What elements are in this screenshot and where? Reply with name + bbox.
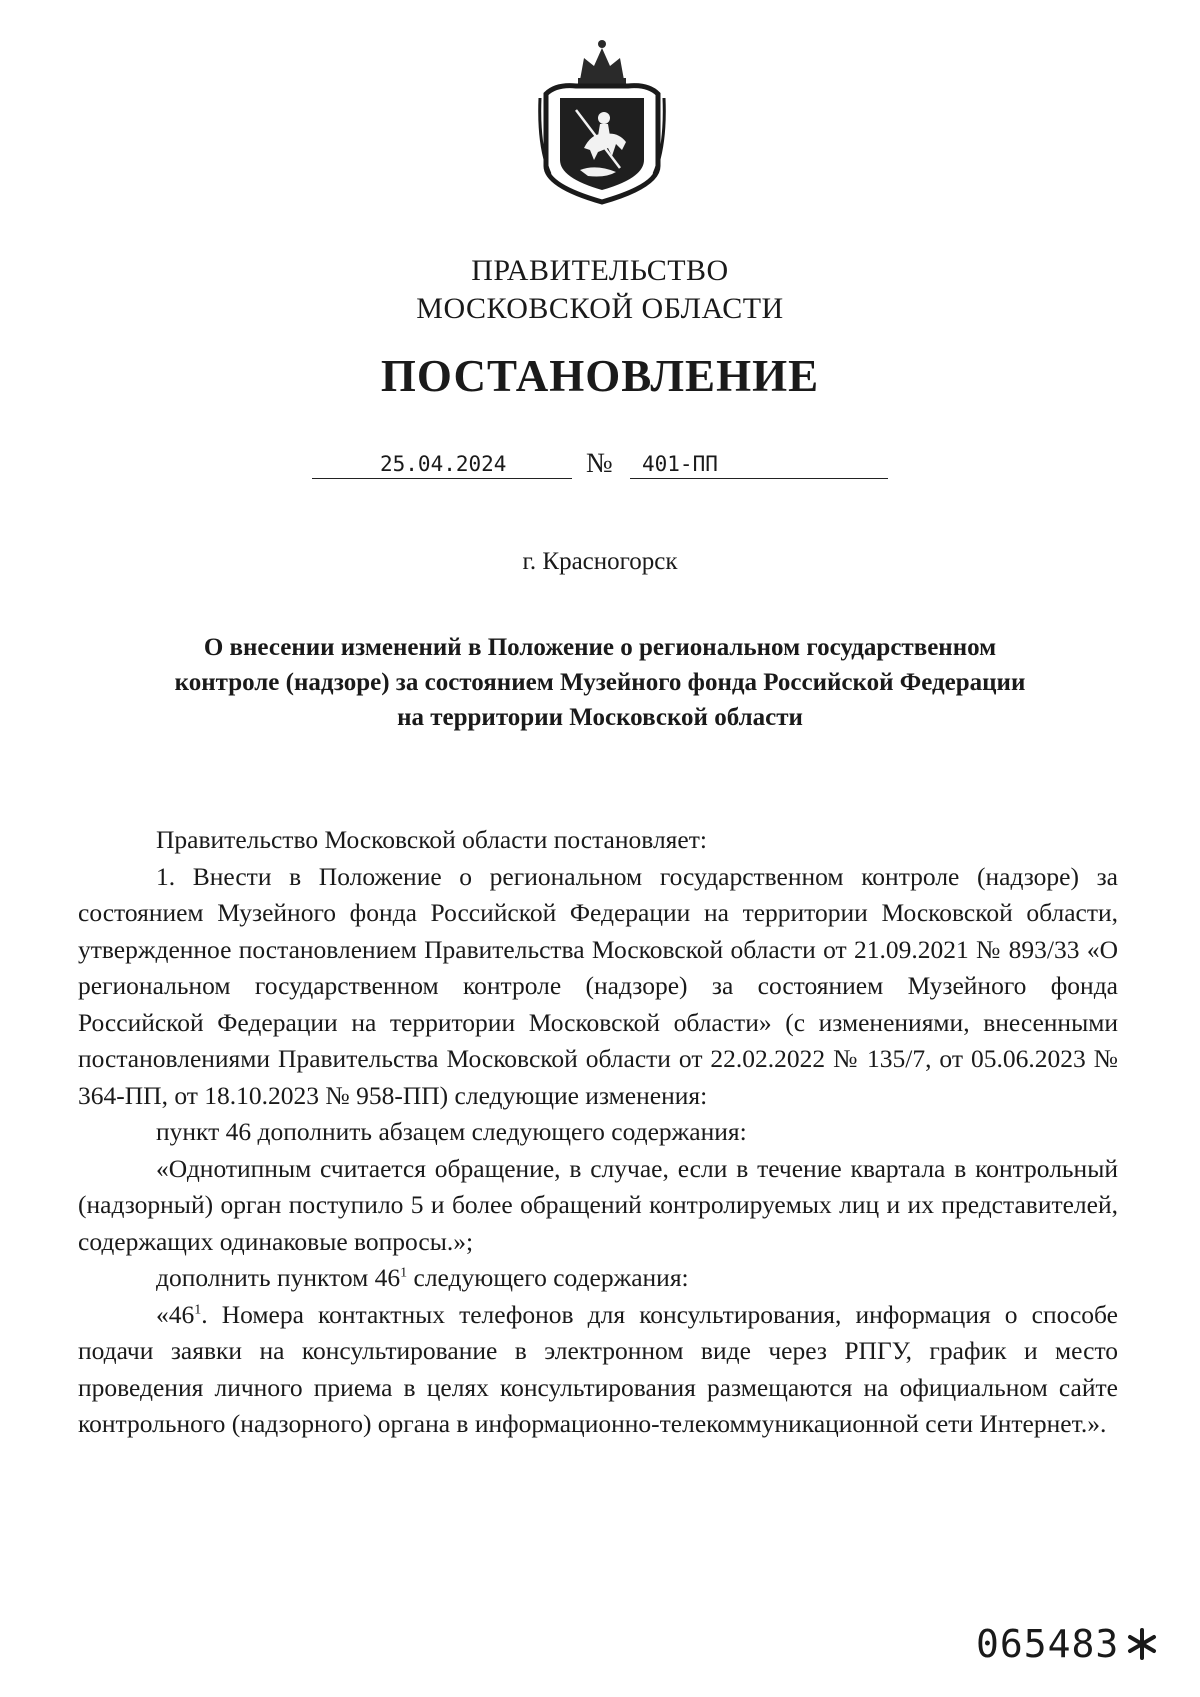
addition-intro-paragraph — [78, 1260, 1118, 1297]
organization-line-2: МОСКОВСКОЙ ОБЛАСТИ — [416, 292, 784, 325]
addition-text-start: «46 — [156, 1299, 195, 1329]
title-line-1: О внесении изменений в Положение о региональном государственном — [203, 634, 997, 661]
document-date: 25.04.2024 — [380, 452, 507, 476]
city: г. Красногорск — [522, 548, 678, 575]
number-underline — [630, 478, 888, 479]
document-title — [80, 630, 1120, 735]
document-number: 401-ПП — [642, 452, 718, 476]
addition-intro-text: дополнить пунктом 46 — [156, 1263, 401, 1292]
document-body — [78, 822, 1118, 1443]
addition-text-rest: . Номера контактных телефонов для консультирования, информация о способе подачи заявки на консультирование в электронном виде через РПГУ, график и место проведения личного приема в целях консультирования размещаются на официальном сайте контрольного (надзорного) органа в информационно-телекоммуникационной сети Интернет.». — [78, 1299, 1118, 1438]
moscow-oblast-coat-of-arms-icon — [536, 36, 668, 206]
addition-text-paragraph — [78, 1297, 1118, 1443]
superscript: 1 — [400, 1265, 408, 1281]
superscript: 1 — [194, 1302, 202, 1317]
item-1-paragraph: 1. Внести в Положение о региональном государственном контроле (надзоре) за состоянием Музейного фонда Российской Федерации на территории Московской области, утвержденное постановлением Правительства Московской области от 21.09.2021 № 893/33 «О региональном государственном контроле (надзоре) за состоянием Музейного фонда Российской Федерации на территории Московской области» (с изменениями, внесенными постановлениями Правительства Московской области от 22.02.2022 № 135/7, от 05.06.2023 № 364-ПП, от 18.10.2023 № 958-ПП) следующие изменения: — [78, 861, 1118, 1110]
organization-name — [0, 252, 1200, 328]
title-line-3: на территории Московской области — [397, 704, 803, 731]
number-sign: № — [586, 448, 613, 479]
serial-number: 065483 — [976, 1622, 1120, 1666]
preamble-paragraph: Правительство Московской области постановляет: — [156, 825, 707, 854]
organization-line-1: ПРАВИТЕЛЬСТВО — [471, 254, 729, 287]
amendment-text-paragraph: «Однотипным считается обращение, в случае, если в течение квартала в контрольный (надзорный) орган поступило 5 и более обращений контролируемых лиц и их представителей, содержащих одинаковые вопросы.»; — [78, 1153, 1118, 1256]
document-type: ПОСТАНОВЛЕНИЕ — [380, 351, 820, 401]
date-underline — [312, 478, 572, 479]
title-line-2: контроле (надзоре) за состоянием Музейного фонда Российской Федерации — [174, 669, 1026, 696]
asterisk-icon — [1124, 1626, 1160, 1662]
addition-intro-tail: следующего содержания: — [407, 1263, 689, 1292]
amendment-intro-paragraph: пункт 46 дополнить абзацем следующего содержания: — [156, 1117, 747, 1146]
